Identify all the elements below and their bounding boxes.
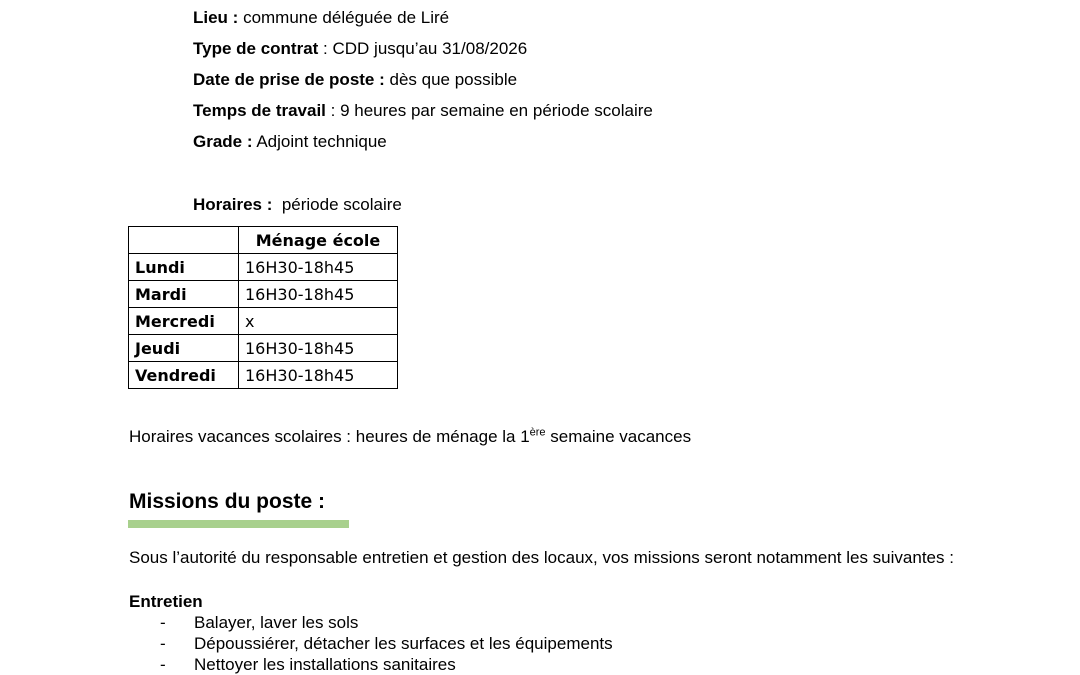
- hours-cell: x: [239, 308, 398, 335]
- day-cell: Mardi: [129, 281, 239, 308]
- prise-label: Date de prise de poste :: [193, 70, 385, 89]
- table-row: [129, 308, 398, 335]
- grade-line: [193, 132, 387, 152]
- hours-cell: 16H30-18h45: [239, 335, 398, 362]
- missions-intro: Sous l’autorité du responsable entretien et gestion des locaux, vos missions seront notamment les suivantes :: [129, 548, 954, 567]
- prise-de-poste-line: [193, 70, 517, 90]
- hours-cell: 16H30-18h45: [239, 281, 398, 308]
- dash-bullet: -: [160, 634, 166, 653]
- horaires-value: période scolaire: [272, 195, 402, 214]
- lieu-label: Lieu :: [193, 8, 239, 27]
- temps-label: Temps de travail: [193, 101, 326, 120]
- task-text: Nettoyer les installations sanitaires: [194, 655, 456, 674]
- vacances-text-before: Horaires vacances scolaires : heures de ménage la 1: [129, 427, 530, 446]
- horaires-line: [193, 195, 402, 215]
- lieu-line: [193, 8, 449, 28]
- list-item: [160, 633, 613, 654]
- column-header-menage-ecole: Ménage école: [239, 227, 398, 254]
- list-item: [160, 654, 613, 675]
- dash-bullet: -: [160, 613, 166, 632]
- day-cell: Mercredi: [129, 308, 239, 335]
- grade-value: Adjoint technique: [252, 132, 387, 151]
- day-cell: Lundi: [129, 254, 239, 281]
- temps-value: : 9 heures par semaine en période scolaire: [325, 101, 653, 120]
- day-cell: Jeudi: [129, 335, 239, 362]
- task-text: Dépoussiérer, détacher les surfaces et les équipements: [194, 634, 613, 653]
- task-text: Balayer, laver les sols: [194, 613, 359, 632]
- vacances-superscript: ère: [529, 426, 546, 439]
- contrat-label: Type de contrat: [193, 39, 319, 58]
- vacances-line: [129, 427, 691, 447]
- contrat-value: : CDD jusqu’au 31/08/2026: [318, 39, 528, 58]
- contrat-line: [193, 39, 527, 59]
- table-row: [129, 254, 398, 281]
- table-header-row: [129, 227, 398, 254]
- table-corner-cell: [129, 227, 239, 254]
- dash-bullet: -: [160, 655, 166, 674]
- missions-title-underline: [128, 520, 349, 528]
- horaires-label: Horaires :: [193, 195, 273, 214]
- missions-title: Missions du poste :: [129, 490, 326, 513]
- day-cell: Vendredi: [129, 362, 239, 389]
- table-row: [129, 335, 398, 362]
- entretien-subheading: Entretien: [129, 592, 203, 611]
- grade-label: Grade :: [193, 132, 253, 151]
- hours-cell: 16H30-18h45: [239, 362, 398, 389]
- prise-value: dès que possible: [384, 70, 518, 89]
- list-item: [160, 612, 613, 633]
- hours-cell: 16H30-18h45: [239, 254, 398, 281]
- table-row: [129, 281, 398, 308]
- temps-de-travail-line: [193, 101, 653, 121]
- vacances-text-after: semaine vacances: [545, 427, 692, 446]
- schedule-table: [128, 226, 398, 389]
- task-list: [160, 612, 613, 675]
- lieu-value: commune déléguée de Liré: [238, 8, 450, 27]
- table-row: [129, 362, 398, 389]
